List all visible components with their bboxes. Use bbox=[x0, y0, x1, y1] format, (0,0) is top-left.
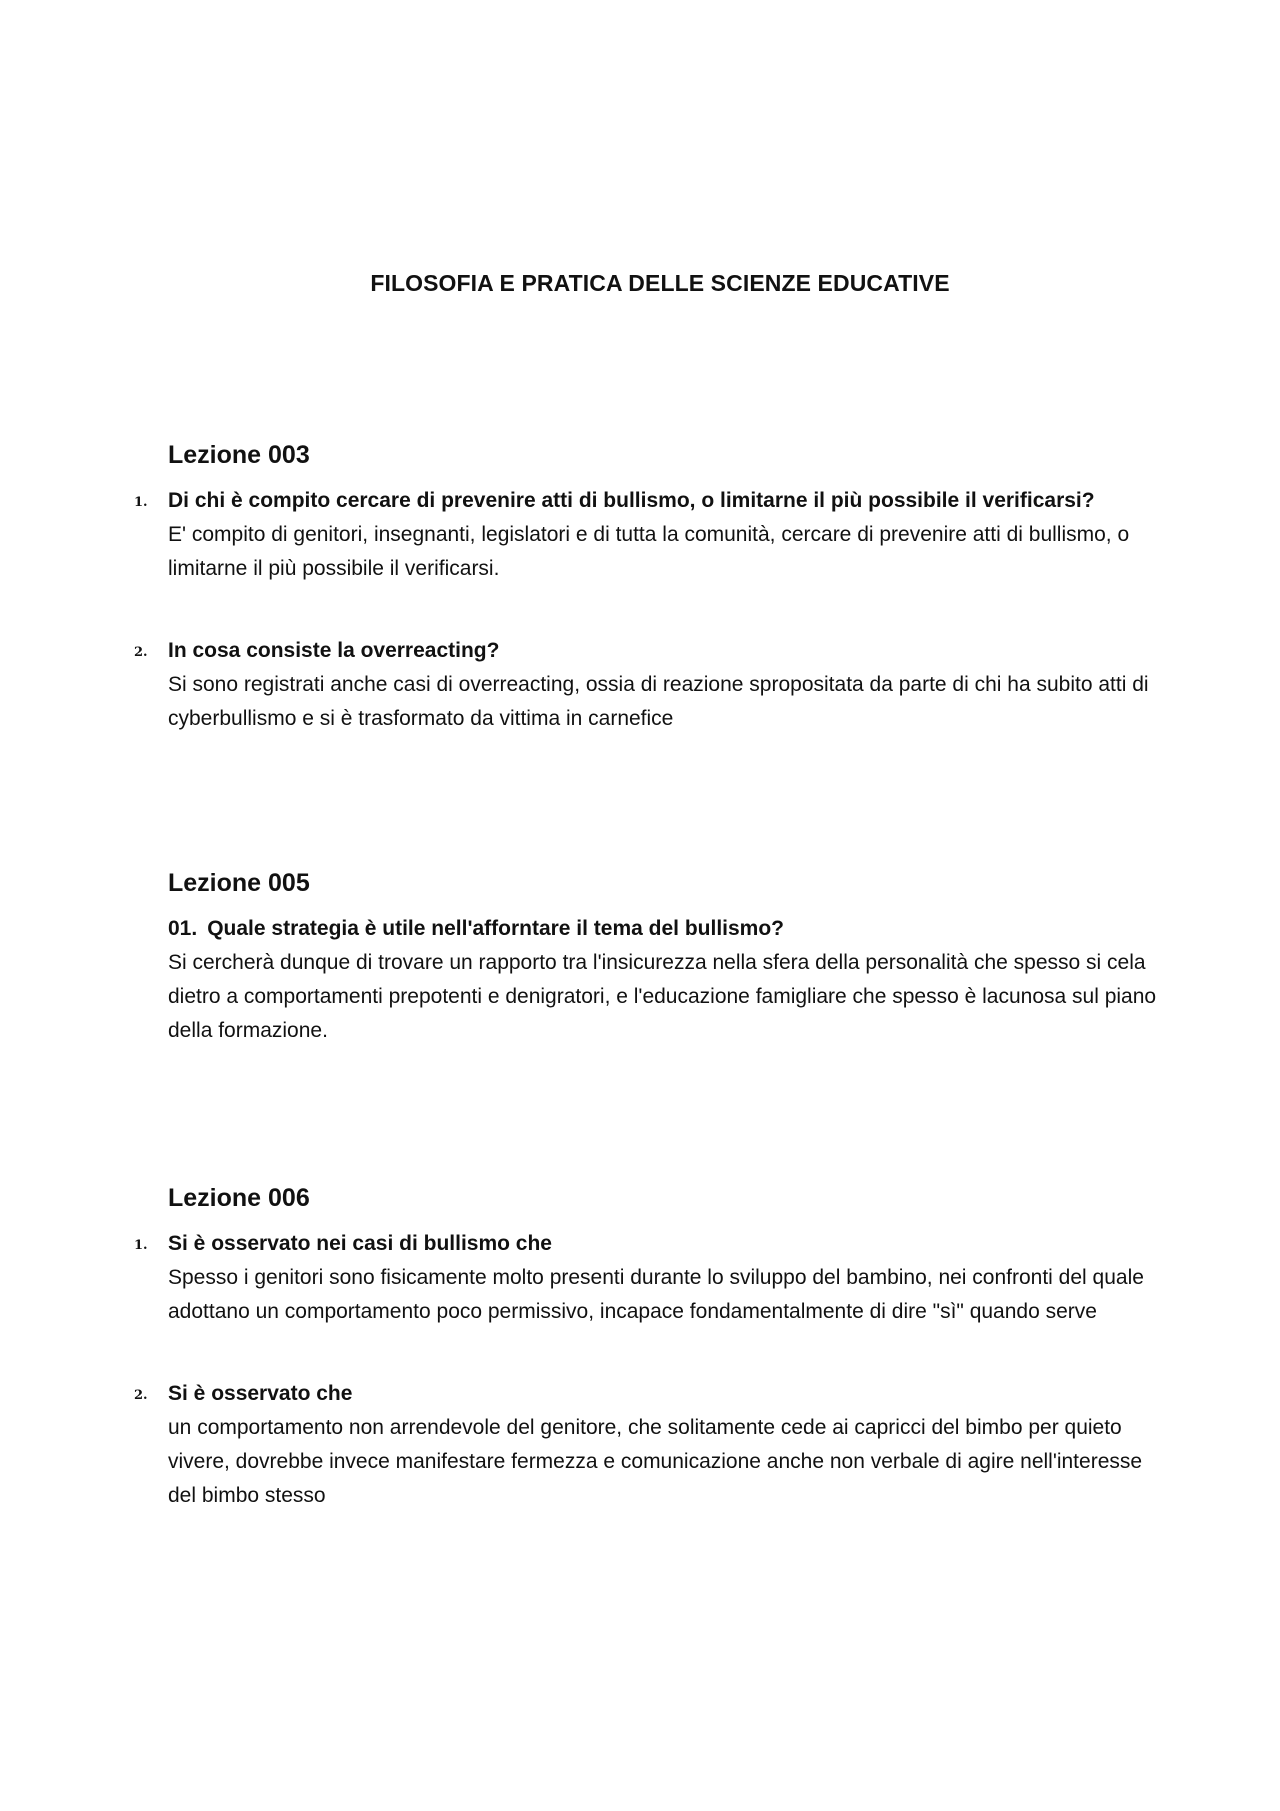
item-number: 01. bbox=[168, 917, 198, 940]
item-number: 1. bbox=[134, 1238, 148, 1253]
lesson-heading: Lezione 006 bbox=[168, 1184, 310, 1212]
lesson-heading: Lezione 005 bbox=[168, 869, 310, 897]
answer-text: Si cercherà dunque di trovare un rapporto tra l'insicurezza nella sfera della personalità che spesso si cela dietro a comportamenti prepotenti e denigratori, e l'educazione famigliare che spesso è lacunosa sul piano della formazione. bbox=[168, 951, 1157, 1042]
question-text: Quale strategia è utile nell'afforntare il tema del bullismo? bbox=[207, 917, 785, 940]
qa-item bbox=[168, 912, 1168, 1048]
answer-text: un comportamento non arrendevole del genitore, che solitamente cede ai capricci del bimbo per quieto vivere, dovrebbe invece manifestare fermezza e comunicazione anche non verbale di agire nell'interesse del bimbo stesso bbox=[168, 1416, 1143, 1507]
lesson-section-006 bbox=[134, 1183, 1168, 1513]
item-number: 1. bbox=[134, 495, 148, 510]
qa-item bbox=[134, 1227, 1168, 1329]
qa-item bbox=[134, 1377, 1168, 1513]
question-text: Si è osservato nei casi di bullismo che bbox=[168, 1232, 552, 1255]
lesson-heading: Lezione 003 bbox=[168, 441, 310, 469]
question-text: In cosa consiste la overreacting? bbox=[168, 639, 500, 662]
question-text: Si è osservato che bbox=[168, 1382, 353, 1405]
answer-text: Spesso i genitori sono fisicamente molto presenti durante lo sviluppo del bambino, nei confronti del quale adottano un comportamento poco permissivo, incapace fondamentalmente di dire "sì" quando serve bbox=[168, 1266, 1144, 1323]
lesson-section-005 bbox=[168, 868, 1168, 1048]
document-title: FILOSOFIA E PRATICA DELLE SCIENZE EDUCATIVE bbox=[370, 270, 950, 296]
answer-text: Si sono registrati anche casi di overreacting, ossia di reazione spropositata da parte di chi ha subito atti di cyberbullismo e si è trasformato da vittima in carnefice bbox=[168, 673, 1149, 730]
item-number: 2. bbox=[134, 1388, 148, 1403]
lesson-section-003 bbox=[134, 440, 1168, 736]
question-text: Di chi è compito cercare di prevenire atti di bullismo, o limitarne il più possibile il verificarsi? bbox=[168, 489, 1095, 512]
qa-item bbox=[134, 484, 1168, 586]
question-line bbox=[168, 912, 1168, 946]
qa-item bbox=[134, 634, 1168, 736]
answer-text: E' compito di genitori, insegnanti, legislatori e di tutta la comunità, cercare di prevenire atti di bullismo, o limitarne il più possibile il verificarsi. bbox=[168, 523, 1130, 580]
item-number: 2. bbox=[134, 645, 148, 660]
